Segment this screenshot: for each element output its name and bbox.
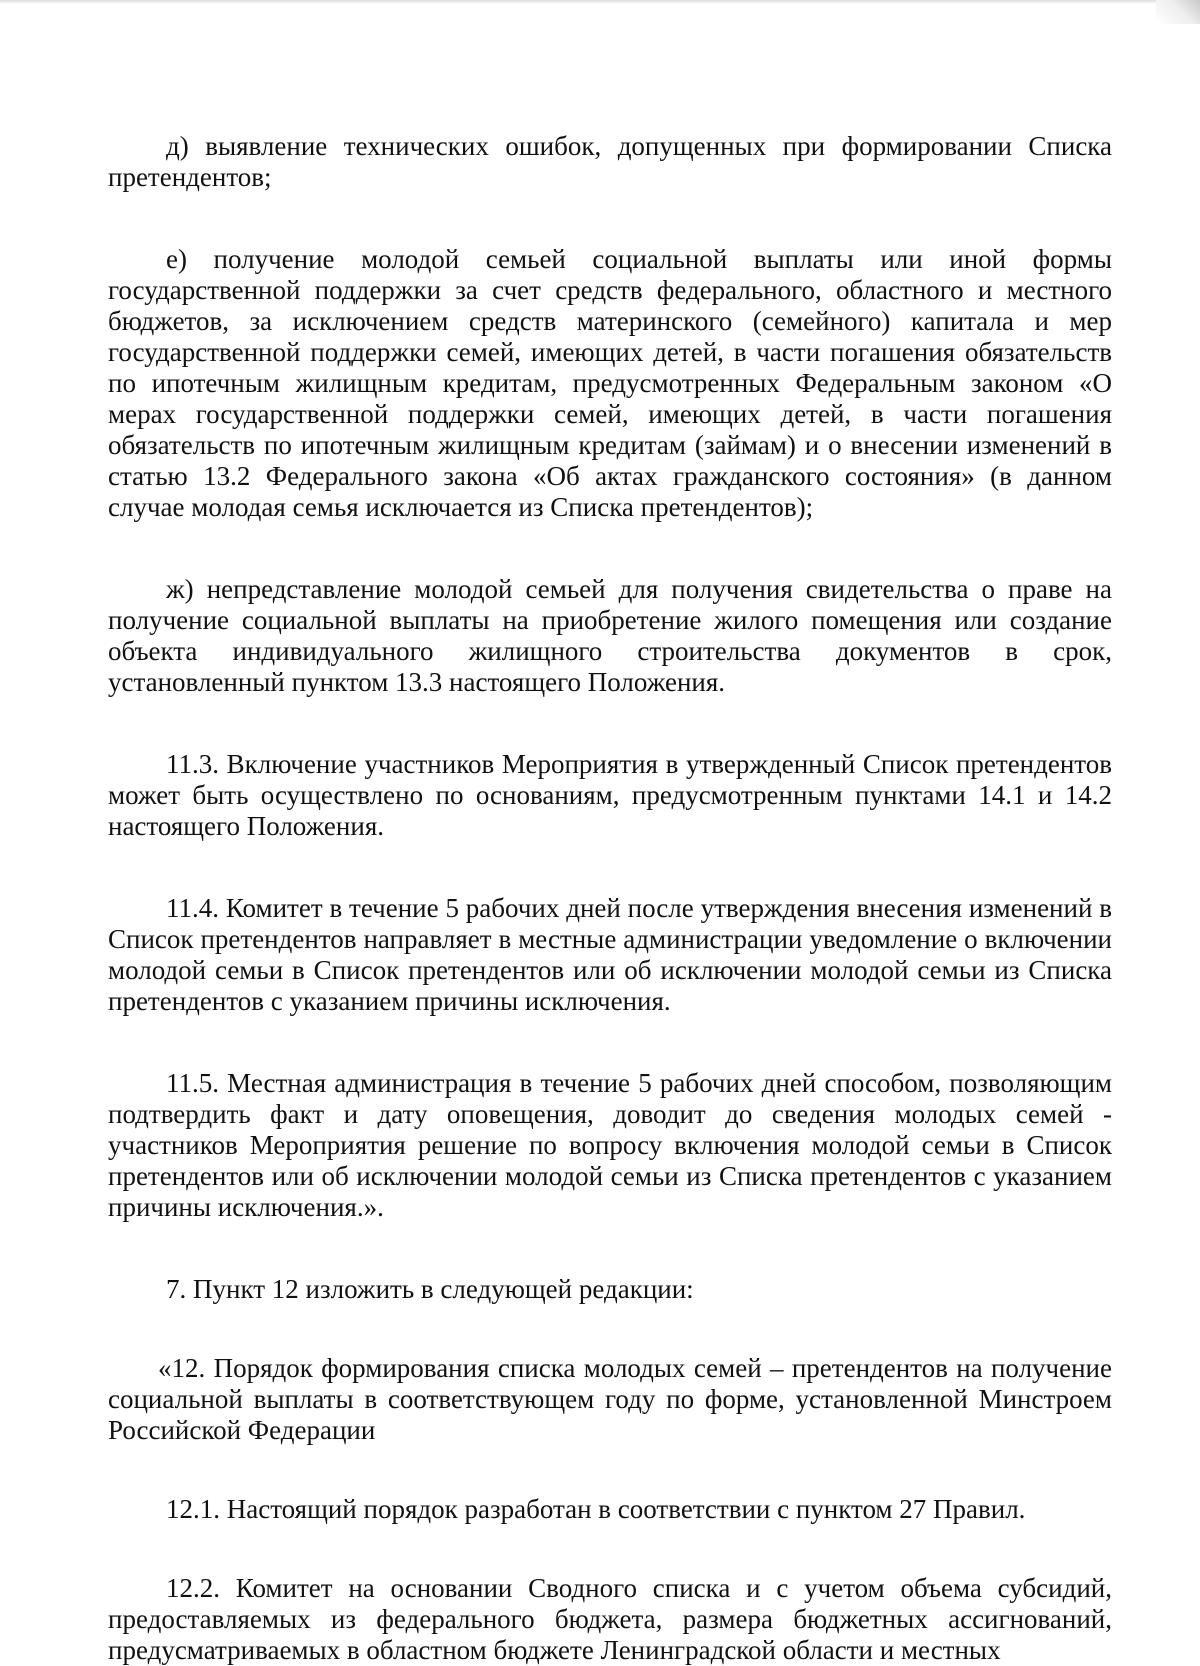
paragraph-12-1: 12.1. Настоящий порядок разработан в соответствии с пунктом 27 Правил.: [166, 1494, 1026, 1524]
scan-edge: [0, 0, 1200, 4]
paragraph-11-5: 11.5. Местная администрация в течение 5 рабочих дней способом, позволяющим подтвердить факт и дату оповещения, доводит до сведения молодых семей - участников Мероприятия решение по вопросу включения молодой семьи в Список претендентов или об исключении молодой семьи из Списка претендентов с указанием причины исключения.».: [108, 1068, 1112, 1222]
paragraph-zh: ж) непредставление молодой семьей для получения свидетельства о праве на получение социальной выплаты на приобретение жилого помещения или создание объекта индивидуального жилищного строительства документов в срок, установленный пунктом 13.3 настоящего Положения.: [108, 574, 1112, 697]
paragraph-e: е) получение молодой семьей социальной выплаты или иной формы государственной поддержки за счет средств федерального, областного и местного бюджетов, за исключением средств материнского (семейного) капитала и мер государственной поддержки семей, имеющих детей, в части погашения обязательств по ипотечным жилищным кредитам, предусмотренных Федеральным законом «О мерах государственной поддержки семей, имеющих детей, в части погашения обязательств по ипотечным жилищным кредитам (займам) и о внесении изменений в статью 13.2 Федерального закона «Об актах гражданского состояния» (в данном случае молодая семья исключается из Списка претендентов);: [108, 244, 1112, 522]
document-page: [108, 131, 1112, 1666]
paragraph-7: 7. Пункт 12 изложить в следующей редакции:: [166, 1274, 694, 1304]
paragraph-12: «12. Порядок формирования списка молодых семей – претендентов на получение социальной выплаты в соответствующем году по форме, установленной Минстроем Российской Федерации: [108, 1353, 1112, 1445]
scan-corner-shadow: [1156, 0, 1200, 24]
paragraph-12-2: 12.2. Комитет на основании Сводного списка и с учетом объема субсидий, предоставляемых из федерального бюджета, размера бюджетных ассигнований, предусматриваемых в областном бюджете Ленинградской области и местных: [108, 1573, 1112, 1665]
paragraph-11-3: 11.3. Включение участников Мероприятия в утвержденный Список претендентов может быть осуществлено по основаниям, предусмотренным пунктами 14.1 и 14.2 настоящего Положения.: [108, 749, 1112, 841]
paragraph-11-4: 11.4. Комитет в течение 5 рабочих дней после утверждения внесения изменений в Список претендентов направляет в местные администрации уведомление о включении молодой семьи в Список претендентов или об исключении молодой семьи из Списка претендентов с указанием причины исключения.: [108, 893, 1112, 1016]
paragraph-d: д) выявление технических ошибок, допущенных при формировании Списка претендентов;: [108, 131, 1112, 192]
